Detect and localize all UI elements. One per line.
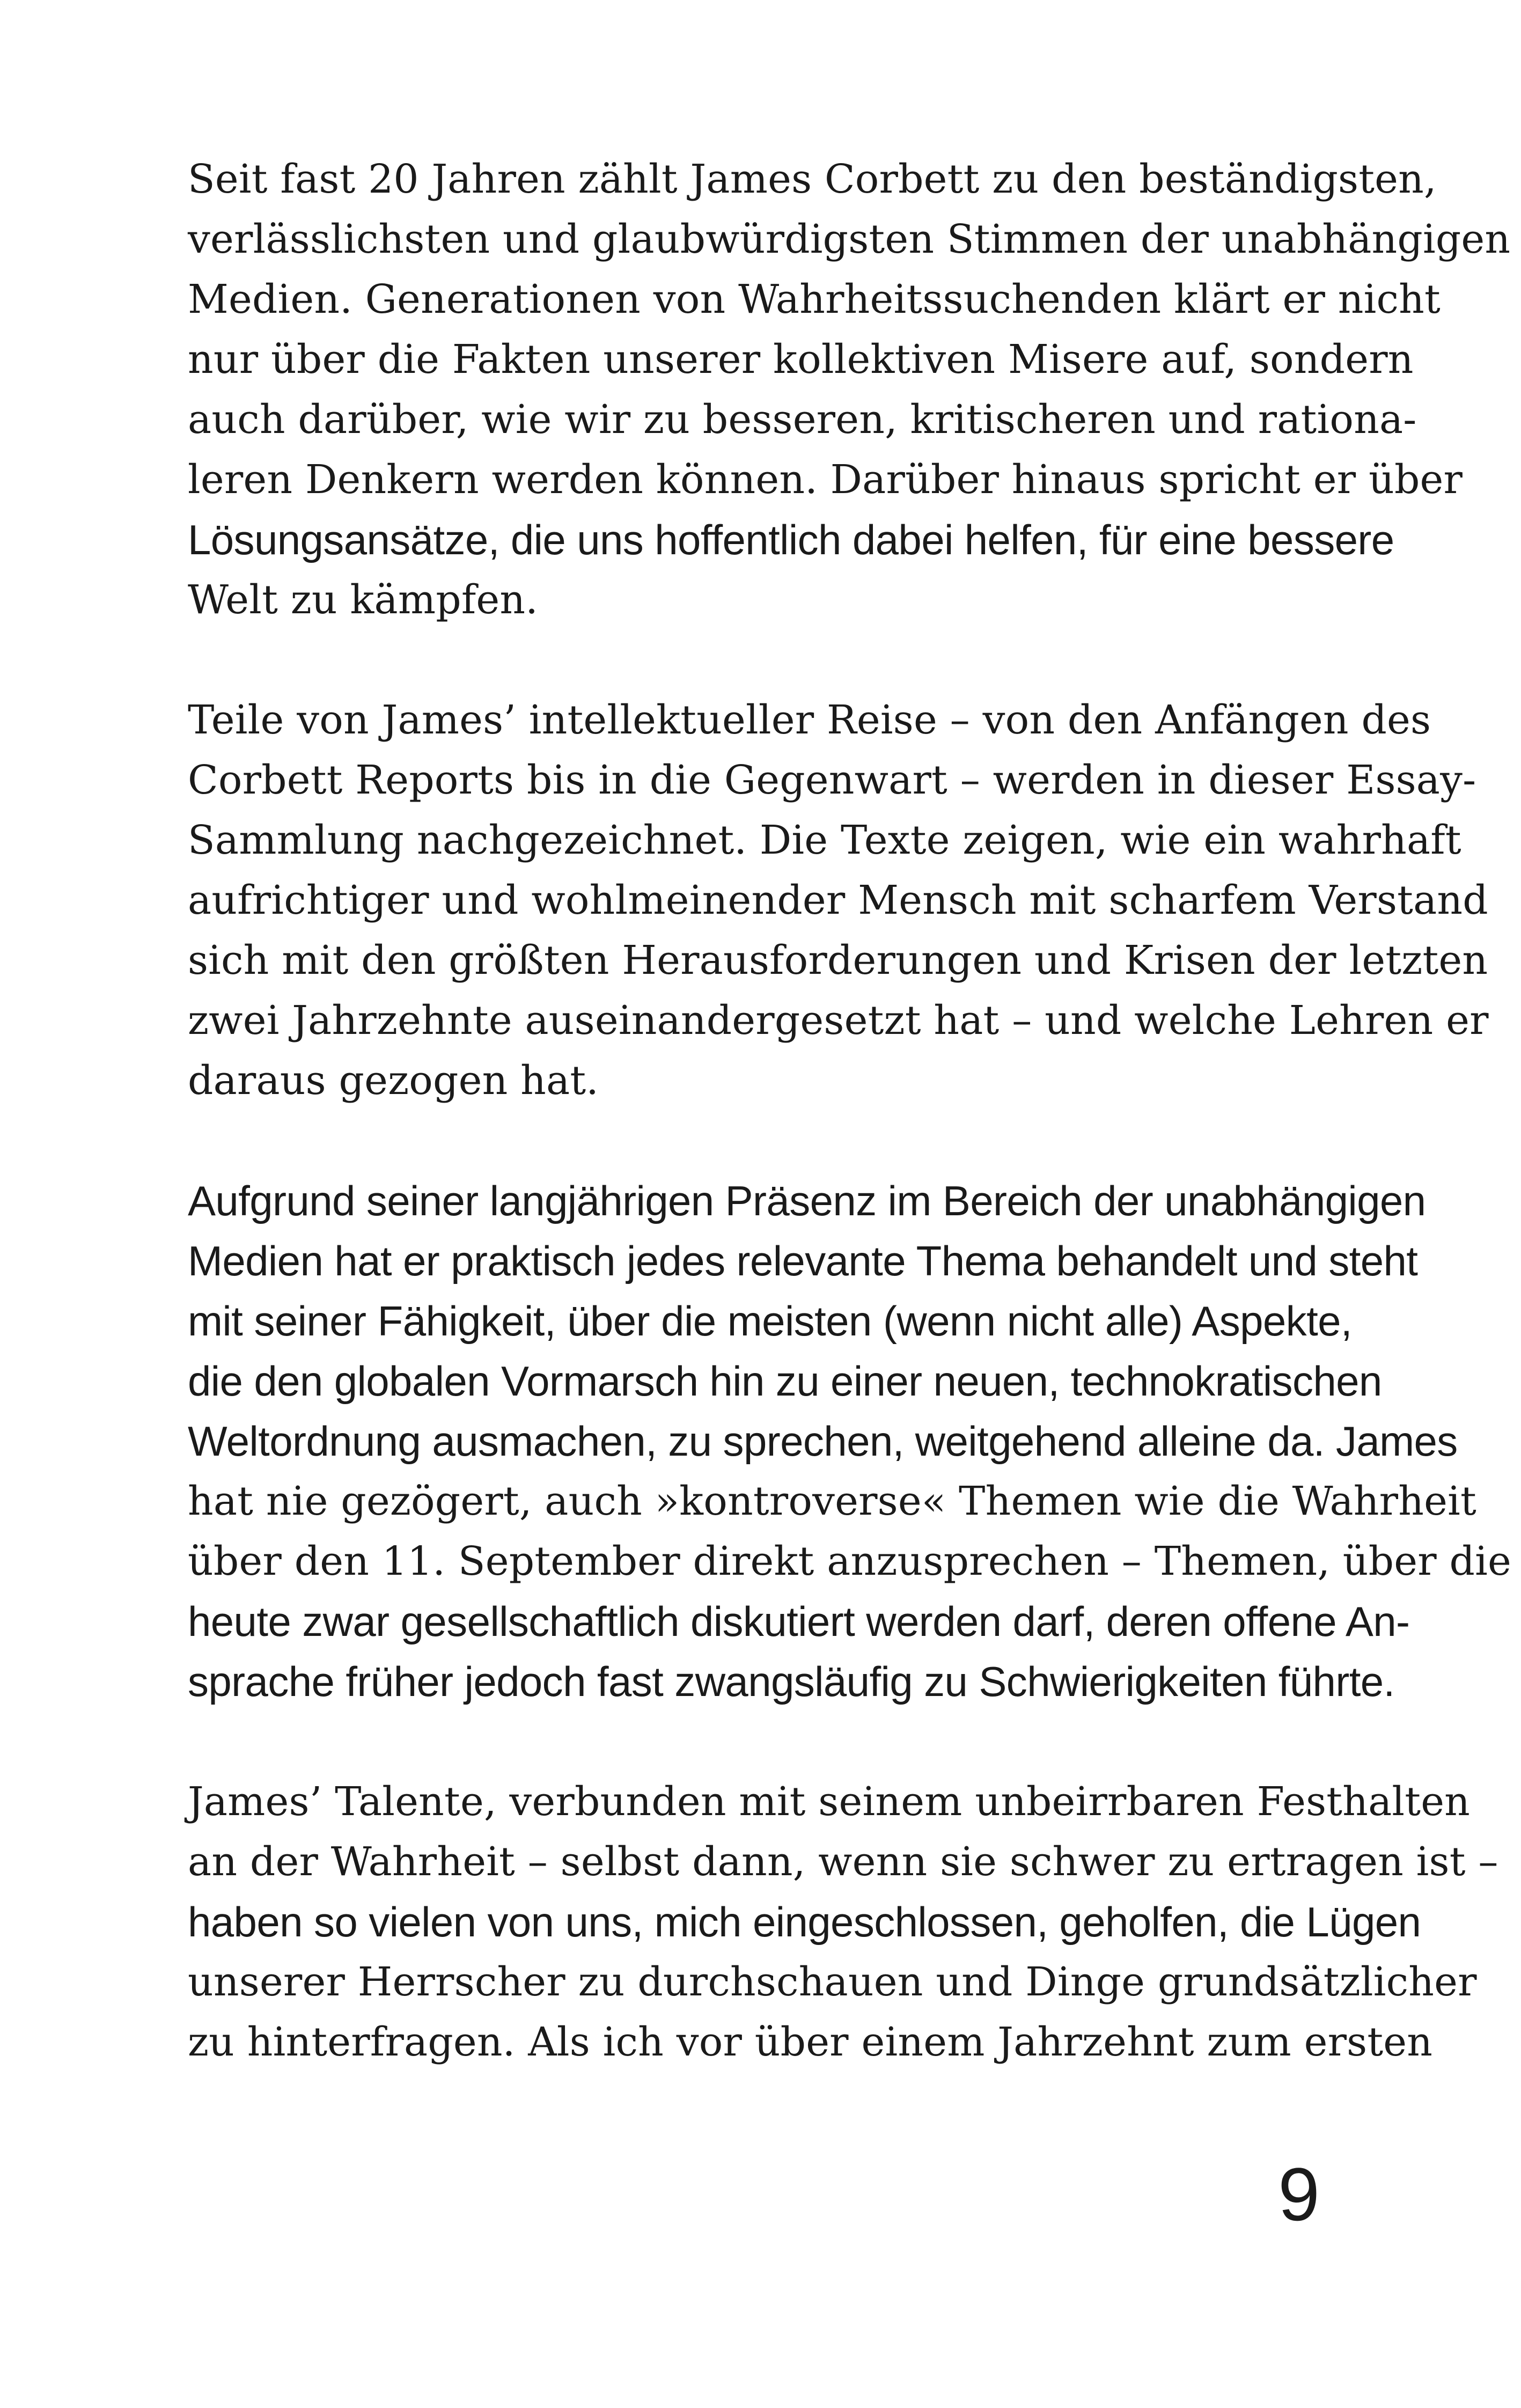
page-number: 9	[1278, 2152, 1320, 2236]
text-line: nur über die Fakten unserer kollektiven Misere auf, sondern	[188, 336, 1414, 383]
text-line: haben so vielen von uns, mich eingeschlossen, geholfen, die Lügen	[188, 1898, 1421, 1946]
text-line: Weltordnung ausmachen, zu sprechen, weitgehend alleine da. James	[188, 1418, 1458, 1465]
text-line: hat nie gezögert, auch »kontroverse« Themen wie die Wahrheit	[188, 1478, 1476, 1524]
text-line: Sammlung nachgezeichnet. Die Texte zeigen, wie ein wahrhaft	[188, 817, 1461, 863]
text-line: zu hinterfragen. Als ich vor über einem Jahrzehnt zum ersten	[188, 2019, 1433, 2065]
text-line: sich mit den größten Herausforderungen und Krisen der letzten	[188, 937, 1488, 983]
text-line: leren Denkern werden können. Darüber hinaus spricht er über	[188, 457, 1463, 503]
paragraph-1	[188, 149, 1511, 630]
text-line: James’ Talente, verbunden mit seinem unbeirrbaren Festhalten	[188, 1779, 1471, 1825]
text-line: heute zwar gesellschaftlich diskutiert werden darf, deren offene An-	[188, 1598, 1410, 1645]
text-line: die den globalen Vormarsch hin zu einer neuen, technokratischen	[188, 1357, 1382, 1405]
text-line: aufrichtiger und wohlmeinender Mensch mit scharfem Verstand	[188, 877, 1488, 923]
body-text	[188, 149, 1511, 2132]
paragraph-2	[188, 690, 1489, 1111]
text-line: zwei Jahrzehnte auseinandergesetzt hat – und welche Lehren er	[188, 997, 1489, 1044]
paragraph-4	[188, 1772, 1498, 2072]
text-line: sprache früher jedoch fast zwangsläufig zu Schwierigkeiten führte.	[188, 1658, 1395, 1705]
text-line: verlässlichsten und glaubwürdigsten Stimmen der unabhängigen	[188, 216, 1511, 262]
text-line: Corbett Reports bis in die Gegenwart – werden in dieser Essay-	[188, 757, 1476, 803]
text-line: Medien. Generationen von Wahrheitssuchenden klärt er nicht	[188, 276, 1441, 322]
text-line: an der Wahrheit – selbst dann, wenn sie schwer zu ertragen ist –	[188, 1839, 1498, 1885]
text-line: mit seiner Fähigkeit, über die meisten (wenn nicht alle) Aspekte,	[188, 1297, 1352, 1345]
text-line: Seit fast 20 Jahren zählt James Corbett zu den beständigsten,	[188, 156, 1437, 202]
text-line: daraus gezogen hat.	[188, 1058, 599, 1104]
text-line: unserer Herrscher zu durchschauen und Dinge grundsätzlicher	[188, 1959, 1477, 2005]
text-line: Teile von James’ intellektueller Reise – von den Anfängen des	[188, 697, 1431, 743]
text-line: Lösungsansätze, die uns hoffentlich dabei helfen, für eine bessere	[188, 516, 1394, 563]
text-line: über den 11. September direkt anzusprechen – Themen, über die	[188, 1538, 1511, 1584]
text-line: auch darüber, wie wir zu besseren, kritischeren und rationa-	[188, 397, 1417, 443]
text-line: Welt zu kämpfen.	[188, 577, 538, 623]
paragraph-3	[188, 1171, 1511, 1712]
text-line: Aufgrund seiner langjährigen Präsenz im Bereich der unabhängigen	[188, 1177, 1426, 1224]
text-line: Medien hat er praktisch jedes relevante Thema behandelt und steht	[188, 1237, 1418, 1284]
